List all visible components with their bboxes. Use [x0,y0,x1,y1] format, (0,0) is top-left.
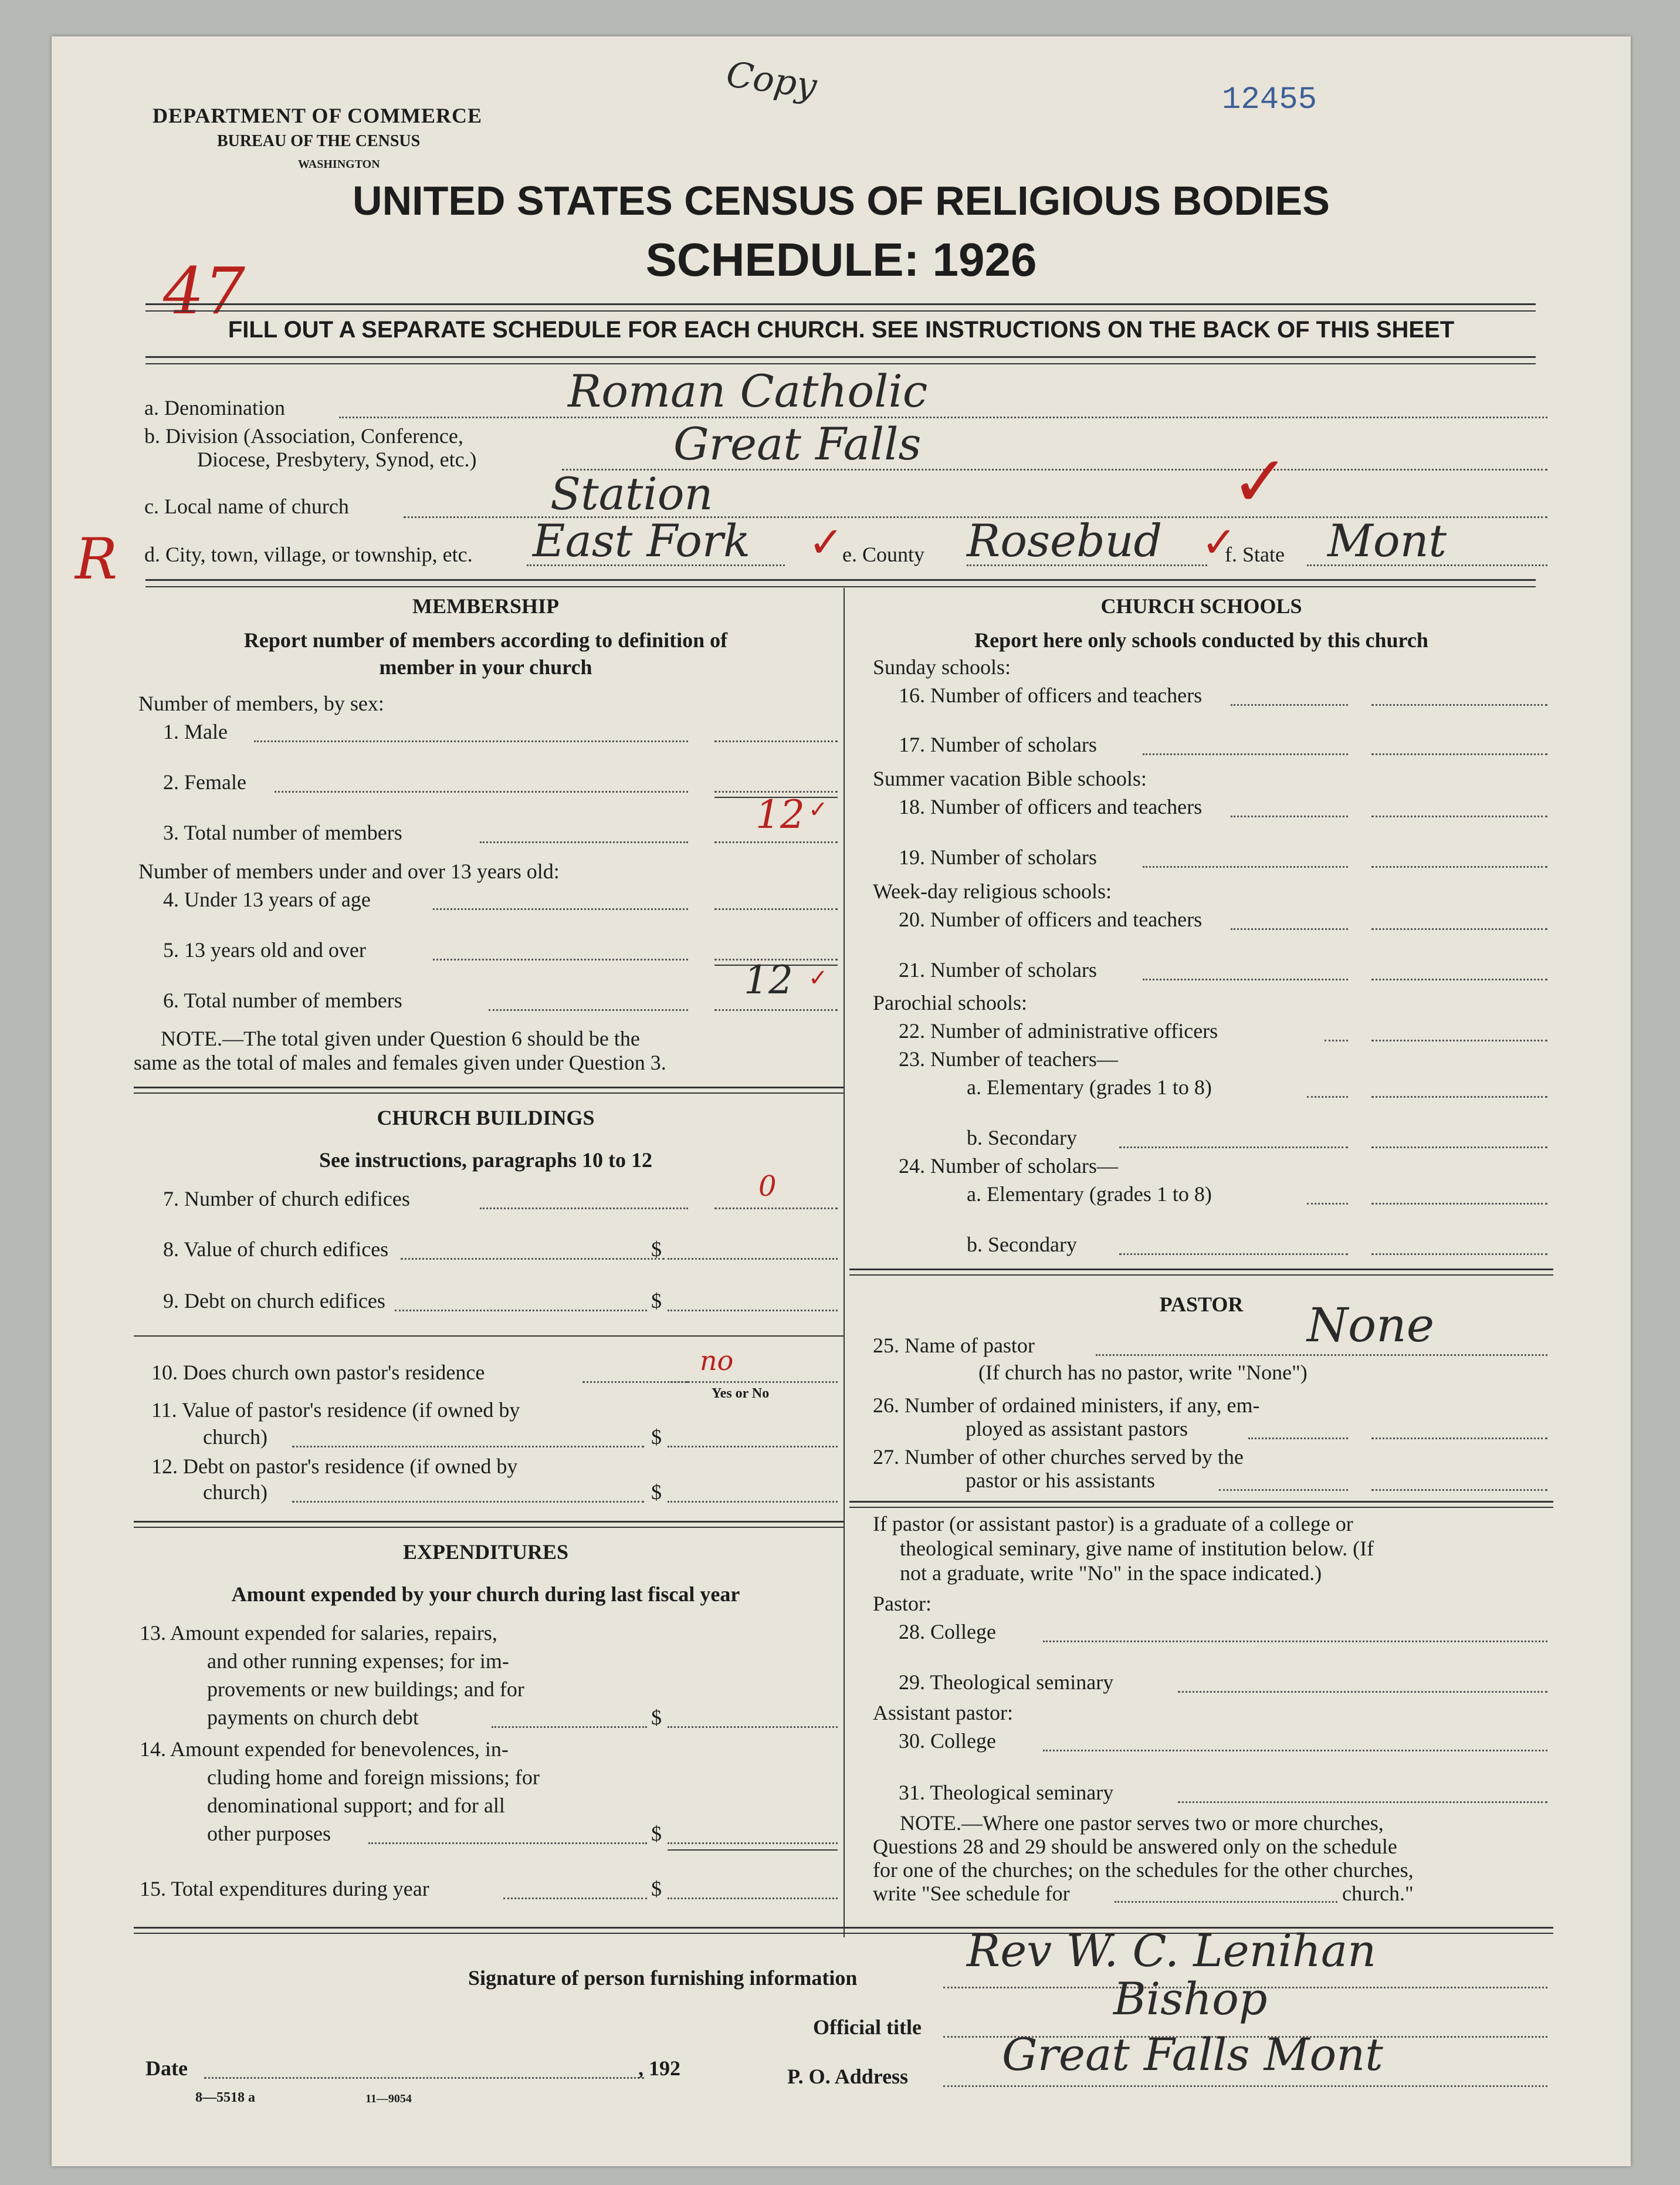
q8-dollar-sign: $ [651,1237,662,1261]
assistant-pastor-subheading: Assistant pastor: [873,1701,1013,1724]
q14-label-3: denominational support; and for all [207,1794,505,1817]
q6-total-field[interactable] [714,1009,838,1011]
q28-label: 28. College [899,1620,996,1643]
q23b-field[interactable] [1371,1146,1547,1148]
q30-label: 30. College [899,1729,996,1753]
q2-female-label: 2. Female [163,770,246,794]
q23-label: 23. Number of teachers— [899,1047,1118,1071]
po-address-value: Great Falls Mont [1002,2028,1383,2081]
form-number: 8—5518 a [195,2090,255,2105]
membership-heading: MEMBERSHIP [412,594,559,618]
print-number: 11—9054 [365,2092,412,2105]
q6-checkmark: ✓ [808,965,828,992]
q17-label: 17. Number of scholars [899,733,1097,756]
official-title-label: Official title [813,2015,922,2039]
membership-subheading-1: Report number of members according to definition of [243,628,728,652]
q5-13-and-over-label: 5. 13 years old and over [163,938,366,962]
county-value-checkmark: ✓ [1201,518,1237,567]
denomination-value: Roman Catholic [568,365,928,417]
bureau-name: BUREAU OF THE CENSUS [217,132,421,150]
membership-note-line-2: same as the total of males and females given under Question 3. [134,1051,666,1074]
pastor-heading: PASTOR [1159,1293,1244,1316]
q3-checkmark: ✓ [808,796,828,823]
census-schedule-sheet [52,36,1631,2166]
department-name: DEPARTMENT OF COMMERCE [153,104,483,127]
q24b-field[interactable] [1371,1253,1547,1255]
q8-value-field[interactable] [668,1258,838,1260]
q14-label-2: cluding home and foreign missions; for [207,1765,540,1789]
q8-value-label: 8. Value of church edifices [163,1237,389,1261]
see-schedule-church-field[interactable] [1115,1901,1337,1903]
q10-residence-field[interactable] [668,1381,838,1383]
q24b-label: b. Secondary [967,1233,1077,1256]
q6-total-value: 12 [744,958,793,1003]
po-address-field[interactable] [943,2085,1547,2087]
po-address-label: P. O. Address [787,2065,909,2088]
q26-label-1: 26. Number of ordained ministers, if any, em- [873,1393,1260,1417]
q13-dollar-sign: $ [651,1706,662,1729]
q10-residence-label: 10. Does church own pastor's residence [151,1361,485,1384]
q14-label-1: 14. Amount expended for benevolences, in- [140,1737,509,1761]
q21-field[interactable] [1371,979,1547,980]
sunday-schools-label: Sunday schools: [873,655,1011,679]
buildings-subheading: See instructions, paragraphs 10 to 12 [319,1148,653,1172]
q13-label-2: and other running expenses; for im- [207,1649,509,1673]
q19-label: 19. Number of scholars [899,845,1097,869]
q15-dollar-sign: $ [651,1877,662,1900]
q25-pastor-name-value: None [1307,1298,1435,1352]
q11-value-label-2: church) [203,1425,267,1449]
q31-label: 31. Theological seminary [899,1781,1114,1804]
q12-debt-label-2: church) [203,1480,267,1504]
q26-label-2: ployed as assistant pastors [966,1417,1188,1440]
signature-value: Rev W. C. Lenihan [967,1924,1377,1977]
q20-field[interactable] [1371,928,1547,930]
state-value: Mont [1327,515,1447,567]
q6-total-label: 6. Total number of members [163,989,402,1012]
q25-note: (If church has no pastor, write "None") [978,1361,1308,1384]
q30-college-field[interactable] [1043,1750,1547,1751]
graduate-instruction-2: theological seminary, give name of institution below. (If [900,1537,1374,1560]
q4-under-13-label: 4. Under 13 years of age [163,888,371,911]
graduate-instruction-1: If pastor (or assistant pastor) is a graduate of a college or [873,1512,1353,1535]
copy-annotation: Copy [723,53,819,107]
q27-label-2: pastor or his assistants [966,1469,1155,1492]
q28-college-field[interactable] [1043,1641,1547,1642]
date-label: Date [145,2057,188,2080]
red-file-number: 47 [163,253,245,329]
q24a-label: a. Elementary (grades 1 to 8) [967,1182,1212,1206]
city-checkmark: ✓ [808,518,844,567]
bureau-city: WASHINGTON [298,158,380,171]
q14-amount-field[interactable] [668,1842,838,1844]
county-label: e. County [842,543,924,566]
pastor-subheading: Pastor: [873,1592,932,1615]
state-label: f. State [1225,543,1285,566]
graduate-instruction-3: not a graduate, write "No" in the space indicated.) [900,1561,1322,1585]
q18-field[interactable] [1371,816,1547,817]
pastor-note-4a: write "See schedule for [873,1882,1070,1905]
q19-field[interactable] [1371,866,1547,868]
q9-debt-label: 9. Debt on church edifices [163,1289,385,1313]
q13-label-4: payments on church debt [207,1706,419,1729]
official-title-value: Bishop [1113,1973,1268,2025]
q25-label: 25. Name of pastor [873,1334,1035,1357]
q23a-label: a. Elementary (grades 1 to 8) [967,1075,1212,1099]
division-value: Great Falls [673,418,922,470]
q15-label: 15. Total expenditures during year [140,1877,429,1900]
expenditures-subheading: Amount expended by your church during last fiscal year [231,1582,740,1606]
q13-amount-field[interactable] [668,1726,838,1728]
q23b-label: b. Secondary [967,1126,1077,1149]
q22-field[interactable] [1371,1040,1547,1041]
local-name-value: Station [550,468,713,520]
buildings-heading: CHURCH BUILDINGS [377,1106,595,1129]
q11-value-field[interactable] [668,1446,838,1447]
q1-male-field[interactable] [714,740,838,742]
q21-label: 21. Number of scholars [899,958,1097,982]
q7-edifices-value: 0 [758,1170,777,1203]
q17-field[interactable] [1371,753,1547,755]
q24-label: 24. Number of scholars— [899,1154,1118,1178]
county-value: Rosebud [967,515,1163,567]
q29-label: 29. Theological seminary [899,1670,1114,1694]
pastor-note-4b: church." [1342,1882,1414,1905]
schools-heading: CHURCH SCHOOLS [1100,594,1302,618]
q27-field[interactable] [1371,1489,1547,1491]
q14-dollar-sign: $ [651,1822,662,1845]
summer-schools-label: Summer vacation Bible schools: [873,767,1147,790]
q11-dollar-sign: $ [651,1425,662,1449]
form-subtitle: SCHEDULE: 1926 [645,234,1037,286]
q16-label: 16. Number of officers and teachers [899,684,1203,707]
q11-value-label-1: 11. Value of pastor's residence (if owned by [151,1398,520,1422]
denomination-line [339,417,1547,418]
signature-label: Signature of person furnishing information [468,1966,858,1990]
division-label-2: Diocese, Presbytery, Synod, etc.) [197,448,477,471]
q12-debt-label-1: 12. Debt on pastor's residence (if owned by [151,1455,518,1478]
q22-label: 22. Number of administrative officers [899,1019,1218,1043]
q3-total-field[interactable] [714,841,838,843]
denomination-label: a. Denomination [144,396,285,420]
pastor-note-2: Questions 28 and 29 should be answered only on the schedule [873,1835,1397,1858]
q15-amount-field[interactable] [668,1898,838,1899]
date-year-suffix: , 192 [638,2057,680,2080]
expenditures-heading: EXPENDITURES [402,1540,569,1564]
q7-edifices-label: 7. Number of church edifices [163,1187,410,1210]
under-over-13-label: Number of members under and over 13 years old: [138,860,560,883]
q18-label: 18. Number of officers and teachers [899,795,1203,818]
division-label-1: b. Division (Association, Conference, [144,424,463,448]
q3-total-value: 12 [756,792,805,837]
r-review-mark: R [75,526,118,592]
pastor-note-1: NOTE.—Where one pastor serves two or more churches, [900,1811,1384,1835]
q31-seminary-field[interactable] [1178,1801,1547,1803]
membership-subheading-2: member in your church [379,655,592,679]
q13-label-3: provements or new buildings; and for [207,1677,524,1701]
q1-male-label: 1. Male [163,720,228,743]
q9-debt-field[interactable] [668,1310,838,1311]
q12-dollar-sign: $ [651,1480,662,1504]
city-value: East Fork [533,515,751,567]
members-by-sex-label: Number of members, by sex: [138,692,384,715]
q9-dollar-sign: $ [651,1289,662,1313]
q26-field[interactable] [1371,1438,1547,1439]
q3-total-label: 3. Total number of members [163,821,402,844]
membership-note-line-1: NOTE.—The total given under Question 6 should be the [161,1027,640,1050]
q23a-field[interactable] [1371,1096,1547,1098]
q13-label-1: 13. Amount expended for salaries, repairs, [140,1621,497,1645]
q25-pastor-name-field[interactable] [1096,1354,1547,1356]
fill-out-instruction: FILL OUT A SEPARATE SCHEDULE FOR EACH CHURCH. SEE INSTRUCTIONS ON THE BACK OF THIS SHEET [228,317,1455,343]
q10-residence-value: no [700,1345,734,1376]
q27-label-1: 27. Number of other churches served by the [873,1445,1244,1469]
pastor-note-3: for one of the churches; on the schedules for the other churches, [873,1858,1414,1882]
schools-subheading: Report here only schools conducted by this church [974,628,1428,652]
q24a-field[interactable] [1371,1203,1547,1205]
yes-or-no-hint: Yes or No [712,1386,770,1401]
q4-under-13-field[interactable] [714,908,838,910]
q16-field[interactable] [1371,704,1547,706]
serial-number: 12455 [1222,82,1317,118]
q29-seminary-field[interactable] [1178,1691,1547,1693]
q20-label: 20. Number of officers and teachers [899,908,1203,931]
weekday-schools-label: Week-day religious schools: [873,880,1112,903]
form-title: UNITED STATES CENSUS OF RELIGIOUS BODIES [353,178,1330,224]
date-field[interactable] [204,2077,644,2079]
city-label: d. City, town, village, or township, etc. [144,543,473,566]
parochial-schools-label: Parochial schools: [873,991,1027,1014]
local-name-label: c. Local name of church [144,495,349,518]
q12-debt-field[interactable] [668,1501,838,1503]
county-checkmark: ✓ [1231,441,1290,523]
q14-label-4: other purposes [207,1822,331,1845]
q7-edifices-field[interactable] [714,1208,838,1209]
